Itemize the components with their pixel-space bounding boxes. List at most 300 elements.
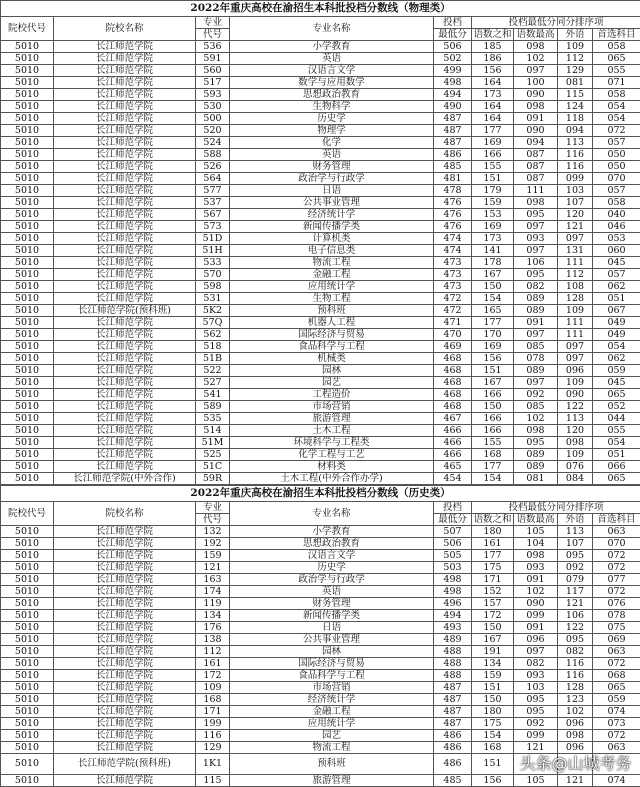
first-subject: 071: [593, 77, 640, 89]
major-name: 土木工程(中外合作办学): [230, 473, 434, 485]
table-row: [1, 365, 640, 377]
first-subject: 074: [593, 775, 640, 787]
max-score: 093: [514, 233, 558, 245]
major-code: 132: [196, 526, 230, 538]
foreign-score: 081: [558, 77, 593, 89]
school-name: 长江师范学院: [54, 775, 196, 787]
first-subject: 065: [593, 473, 640, 485]
table-row: [1, 221, 640, 233]
school-code: 5010: [1, 293, 54, 305]
min-score: 487: [434, 113, 472, 125]
foreign-score: 123: [558, 694, 593, 706]
first-subject: 072: [593, 658, 640, 670]
min-score: 486: [434, 149, 472, 161]
header-foreign: 外语: [558, 514, 593, 526]
school-code: 5010: [1, 389, 54, 401]
school-code: 5010: [1, 65, 54, 77]
sum-score: 167: [472, 377, 514, 389]
major-name: 计算机类: [230, 233, 434, 245]
school-name: 长江师范学院: [54, 101, 196, 113]
min-score: 485: [434, 161, 472, 173]
table-row: [1, 413, 640, 425]
sum-score: 151: [472, 365, 514, 377]
min-score: 502: [434, 53, 472, 65]
first-subject: 063: [593, 646, 640, 658]
sum-score: 154: [472, 293, 514, 305]
table-row: [1, 173, 640, 185]
school-name: 长江师范学院: [54, 113, 196, 125]
table-row: [1, 125, 640, 137]
table-row: [1, 437, 640, 449]
foreign-score: 095: [558, 550, 593, 562]
min-score: 487: [434, 706, 472, 718]
school-name: 长江师范学院: [54, 317, 196, 329]
major-name: 政治学与行政学: [230, 173, 434, 185]
first-subject: 052: [593, 401, 640, 413]
first-subject: 072: [593, 562, 640, 574]
min-score: 470: [434, 329, 472, 341]
table-row: [1, 622, 640, 634]
school-code: 5010: [1, 718, 54, 730]
min-score: 488: [434, 646, 472, 658]
foreign-score: 118: [558, 113, 593, 125]
foreign-score: 128: [558, 682, 593, 694]
major-code: 530: [196, 101, 230, 113]
major-code: 560: [196, 65, 230, 77]
first-subject: 072: [593, 125, 640, 137]
school-name: 长江师范学院: [54, 281, 196, 293]
max-score: 097: [514, 245, 558, 257]
major-code: 134: [196, 610, 230, 622]
major-code: 577: [196, 185, 230, 197]
school-code: 5010: [1, 449, 54, 461]
school-name: 长江师范学院: [54, 634, 196, 646]
min-score: 507: [434, 526, 472, 538]
header-first: 首选科目: [593, 29, 640, 41]
max-score: 098: [514, 101, 558, 113]
major-name: 机器人工程: [230, 317, 434, 329]
school-code: 5010: [1, 562, 54, 574]
sum-score: 150: [472, 281, 514, 293]
max-score: 087: [514, 173, 558, 185]
min-score: 468: [434, 353, 472, 365]
major-name: 市场营销: [230, 401, 434, 413]
school-name: 长江师范学院: [54, 622, 196, 634]
major-code: 536: [196, 41, 230, 53]
min-score: 494: [434, 610, 472, 622]
major-name: 思想政治教育: [230, 538, 434, 550]
sum-score: 151: [472, 682, 514, 694]
school-name: 长江师范学院: [54, 538, 196, 550]
major-name: 机械类: [230, 353, 434, 365]
max-score: 097: [514, 221, 558, 233]
major-code: 526: [196, 161, 230, 173]
school-name: 长江师范学院: [54, 562, 196, 574]
major-name: 公共事业管理: [230, 197, 434, 209]
min-score: 487: [434, 718, 472, 730]
table-row: [1, 233, 640, 245]
foreign-score: 112: [558, 269, 593, 281]
first-subject: 063: [593, 526, 640, 538]
header-school-code: 院校代号: [1, 502, 54, 526]
major-code: 537: [196, 197, 230, 209]
major-name: 小学教育: [230, 526, 434, 538]
first-subject: 049: [593, 329, 640, 341]
header-max: 语数最高: [514, 514, 558, 526]
min-score: 465: [434, 461, 472, 473]
school-code: 5010: [1, 341, 54, 353]
major-code: 518: [196, 341, 230, 353]
school-code: 5010: [1, 233, 54, 245]
min-score: 494: [434, 89, 472, 101]
school-code: 5010: [1, 586, 54, 598]
max-score: 091: [514, 574, 558, 586]
first-subject: 078: [593, 610, 640, 622]
first-subject: 057: [593, 185, 640, 197]
school-name: 长江师范学院: [54, 125, 196, 137]
foreign-score: 096: [558, 718, 593, 730]
major-code: 51D: [196, 233, 230, 245]
foreign-score: 109: [558, 305, 593, 317]
school-name: 长江师范学院: [54, 718, 196, 730]
sum-score: 151: [472, 173, 514, 185]
major-code: 51H: [196, 245, 230, 257]
sum-score: 168: [472, 742, 514, 754]
header-major-code-2: 代号: [196, 514, 230, 526]
first-subject: 070: [593, 538, 640, 550]
table-row: [1, 341, 640, 353]
major-code: 161: [196, 658, 230, 670]
table-row: [1, 706, 640, 718]
major-name: 旅游管理: [230, 775, 434, 787]
max-score: 089: [514, 293, 558, 305]
max-score: 095: [514, 437, 558, 449]
school-code: 5010: [1, 269, 54, 281]
max-score: 099: [514, 730, 558, 742]
sum-score: 153: [472, 209, 514, 221]
header-school-name: 院校名称: [54, 502, 196, 526]
school-name: 长江师范学院: [54, 293, 196, 305]
school-name: 长江师范学院: [54, 329, 196, 341]
sum-score: 169: [472, 221, 514, 233]
first-subject: 070: [593, 173, 640, 185]
sum-score: 159: [472, 670, 514, 682]
major-name: 预科班: [230, 754, 434, 775]
first-subject: 067: [593, 305, 640, 317]
sum-score: 157: [472, 598, 514, 610]
major-name: 园林: [230, 365, 434, 377]
first-subject: 045: [593, 377, 640, 389]
min-score: 476: [434, 197, 472, 209]
first-subject: 054: [593, 101, 640, 113]
school-code: 5010: [1, 305, 54, 317]
foreign-score: 094: [558, 125, 593, 137]
sum-score: 179: [472, 185, 514, 197]
min-score: 474: [434, 233, 472, 245]
school-code: 5010: [1, 550, 54, 562]
first-subject: 062: [593, 353, 640, 365]
sum-score: 166: [472, 389, 514, 401]
major-name: 土木工程: [230, 425, 434, 437]
sum-score: 191: [472, 646, 514, 658]
major-code: 51M: [196, 437, 230, 449]
header-first: 首选科目: [593, 514, 640, 526]
school-name: 长江师范学院: [54, 221, 196, 233]
header-sum: 语数之和: [472, 514, 514, 526]
school-code: 5010: [1, 137, 54, 149]
max-score: 093: [514, 670, 558, 682]
major-code: 531: [196, 293, 230, 305]
sum-score: 164: [472, 113, 514, 125]
table-row: [1, 257, 640, 269]
foreign-score: 097: [558, 233, 593, 245]
school-code: 5010: [1, 53, 54, 65]
first-subject: 058: [593, 41, 640, 53]
min-score: 481: [434, 173, 472, 185]
major-code: 567: [196, 209, 230, 221]
sum-score: 178: [472, 257, 514, 269]
table-row: [1, 113, 640, 125]
school-code: 5010: [1, 754, 54, 775]
foreign-score: 112: [558, 53, 593, 65]
school-code: 5010: [1, 694, 54, 706]
school-code: 5010: [1, 526, 54, 538]
major-code: 168: [196, 694, 230, 706]
major-code: 119: [196, 598, 230, 610]
school-code: 5010: [1, 413, 54, 425]
max-score: 097: [514, 646, 558, 658]
major-code: 192: [196, 538, 230, 550]
school-name: 长江师范学院: [54, 461, 196, 473]
school-code: 5010: [1, 329, 54, 341]
foreign-score: 122: [558, 401, 593, 413]
sum-score: 150: [472, 401, 514, 413]
sum-score: 169: [472, 137, 514, 149]
table-row: [1, 161, 640, 173]
foreign-score: 121: [558, 775, 593, 787]
major-code: 524: [196, 137, 230, 149]
min-score: 486: [434, 754, 472, 775]
min-score: 468: [434, 365, 472, 377]
school-name: 长江师范学院: [54, 449, 196, 461]
first-subject: 054: [593, 341, 640, 353]
sum-score: 177: [472, 125, 514, 137]
sum-score: 159: [472, 197, 514, 209]
max-score: 097: [514, 377, 558, 389]
min-score: 488: [434, 670, 472, 682]
major-code: 522: [196, 365, 230, 377]
foreign-score: 117: [558, 586, 593, 598]
table-row: [1, 197, 640, 209]
school-code: 5010: [1, 425, 54, 437]
max-score: 082: [514, 281, 558, 293]
school-code: 5010: [1, 113, 54, 125]
foreign-score: 109: [558, 377, 593, 389]
first-subject: 068: [593, 670, 640, 682]
max-score: 090: [514, 598, 558, 610]
foreign-score: 116: [558, 658, 593, 670]
first-subject: 072: [593, 550, 640, 562]
min-score: 478: [434, 185, 472, 197]
max-score: 085: [514, 341, 558, 353]
min-score: 469: [434, 341, 472, 353]
max-score: 102: [514, 586, 558, 598]
sum-score: 177: [472, 550, 514, 562]
school-code: 5010: [1, 646, 54, 658]
school-name: 长江师范学院: [54, 730, 196, 742]
major-name: 经济统计学: [230, 694, 434, 706]
first-subject: 072: [593, 586, 640, 598]
max-score: 091: [514, 113, 558, 125]
foreign-score: 129: [558, 65, 593, 77]
min-score: 498: [434, 77, 472, 89]
table-row: [1, 694, 640, 706]
foreign-score: 096: [558, 365, 593, 377]
first-subject: 074: [593, 706, 640, 718]
min-score: 506: [434, 538, 472, 550]
foreign-score: 111: [558, 257, 593, 269]
major-code: 199: [196, 718, 230, 730]
sum-score: 141: [472, 245, 514, 257]
school-code: 5010: [1, 670, 54, 682]
major-name: 金融工程: [230, 706, 434, 718]
major-name: 市场营销: [230, 682, 434, 694]
first-subject: 040: [593, 209, 640, 221]
table-row: [1, 425, 640, 437]
table-row: [1, 389, 640, 401]
foreign-score: 120: [558, 209, 593, 221]
max-score: 104: [514, 538, 558, 550]
sum-score: 180: [472, 526, 514, 538]
first-subject: 063: [593, 742, 640, 754]
table-row: [1, 281, 640, 293]
major-code: 1K1: [196, 754, 230, 775]
table-row: [1, 317, 640, 329]
header-school-name: 院校名称: [54, 17, 196, 41]
table-row: [1, 353, 640, 365]
major-code: 500: [196, 113, 230, 125]
first-subject: 055: [593, 425, 640, 437]
table-row: [1, 775, 640, 787]
min-score: 486: [434, 742, 472, 754]
table-row: [1, 185, 640, 197]
major-name: 预科班: [230, 305, 434, 317]
table-row: [1, 634, 640, 646]
min-score: 467: [434, 413, 472, 425]
school-name: 长江师范学院: [54, 658, 196, 670]
school-code: 5010: [1, 41, 54, 53]
min-score: 490: [434, 101, 472, 113]
major-name: 日语: [230, 185, 434, 197]
sum-score: 177: [472, 317, 514, 329]
school-code: 5010: [1, 149, 54, 161]
school-code: 5010: [1, 682, 54, 694]
major-name: 化学工程与工艺: [230, 449, 434, 461]
table-row: [1, 245, 640, 257]
school-code: 5010: [1, 209, 54, 221]
max-score: 089: [514, 461, 558, 473]
foreign-score: 096: [558, 742, 593, 754]
sum-score: 180: [472, 706, 514, 718]
first-subject: 054: [593, 113, 640, 125]
min-score: 498: [434, 586, 472, 598]
foreign-score: 120: [558, 425, 593, 437]
sum-score: 154: [472, 730, 514, 742]
school-name: 长江师范学院: [54, 89, 196, 101]
sum-score: 150: [472, 694, 514, 706]
major-name: 旅游管理: [230, 413, 434, 425]
header-school-code: 院校代号: [1, 17, 54, 41]
major-name: 国际经济与贸易: [230, 329, 434, 341]
max-score: 085: [514, 401, 558, 413]
school-name: 长江师范学院: [54, 389, 196, 401]
foreign-score: 131: [558, 245, 593, 257]
school-name: 长江师范学院: [54, 670, 196, 682]
major-code: 527: [196, 377, 230, 389]
first-subject: 044: [593, 413, 640, 425]
sum-score: 177: [472, 461, 514, 473]
table-row: [1, 329, 640, 341]
school-code: 5010: [1, 622, 54, 634]
school-name: 长江师范学院: [54, 694, 196, 706]
foreign-score: 108: [558, 281, 593, 293]
min-score: 473: [434, 281, 472, 293]
first-subject: 058: [593, 89, 640, 101]
min-score: 499: [434, 65, 472, 77]
table-row: [1, 526, 640, 538]
school-name: 长江师范学院: [54, 610, 196, 622]
first-subject: 073: [593, 718, 640, 730]
first-subject: 065: [593, 53, 640, 65]
major-code: 5K2: [196, 305, 230, 317]
table-row: [1, 65, 640, 77]
foreign-score: 092: [558, 562, 593, 574]
min-score: 474: [434, 245, 472, 257]
school-code: 5010: [1, 473, 54, 485]
major-name: 物流工程: [230, 742, 434, 754]
school-name: 长江师范学院: [54, 65, 196, 77]
school-code: 5010: [1, 281, 54, 293]
min-score: 505: [434, 550, 472, 562]
major-name: 政治学与行政学: [230, 574, 434, 586]
major-code: 533: [196, 257, 230, 269]
table-row: [1, 538, 640, 550]
sum-score: 175: [472, 718, 514, 730]
major-code: 588: [196, 149, 230, 161]
foreign-score: 111: [558, 329, 593, 341]
header-major-code: 专业: [196, 502, 230, 514]
foreign-score: 099: [558, 173, 593, 185]
foreign-score: 116: [558, 149, 593, 161]
header-foreign: 外语: [558, 29, 593, 41]
school-name: 长江师范学院: [54, 742, 196, 754]
major-code: 589: [196, 401, 230, 413]
min-score: 496: [434, 598, 472, 610]
max-score: 078: [514, 353, 558, 365]
first-subject: 051: [593, 293, 640, 305]
max-score: 098: [514, 550, 558, 562]
max-score: 092: [514, 389, 558, 401]
school-name: 长江师范学院: [54, 77, 196, 89]
school-code: 5010: [1, 317, 54, 329]
min-score: 498: [434, 574, 472, 586]
table-row: [1, 610, 640, 622]
min-score: 476: [434, 209, 472, 221]
sum-score: 155: [472, 161, 514, 173]
foreign-score: 097: [558, 353, 593, 365]
school-code: 5010: [1, 401, 54, 413]
max-score: 098: [514, 41, 558, 53]
